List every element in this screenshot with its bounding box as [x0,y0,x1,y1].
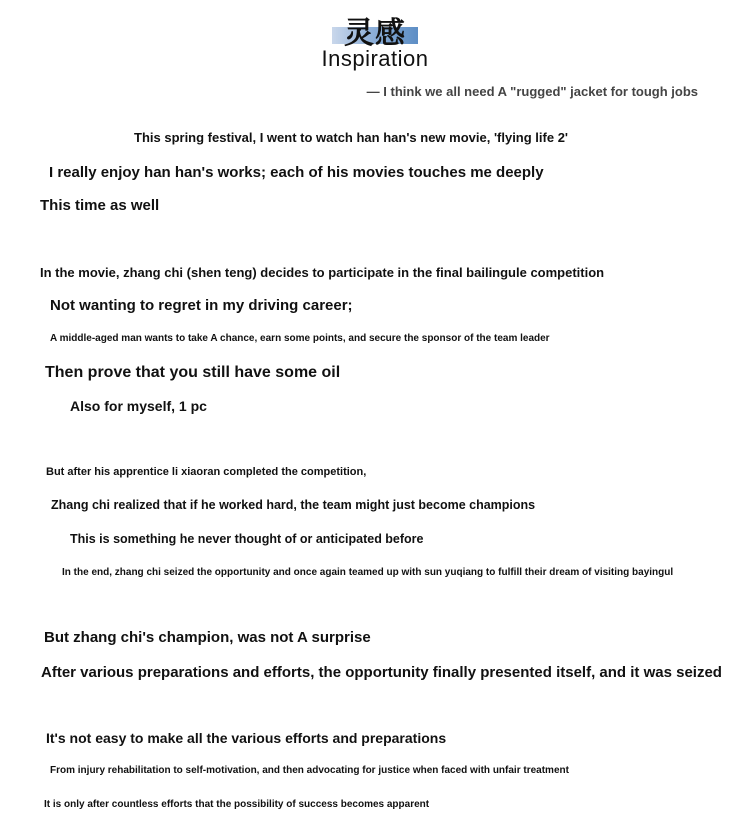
paragraph-line: In the movie, zhang chi (shen teng) decides to participate in the final bailingule competition [40,265,605,280]
title-english: Inspiration [321,46,429,71]
paragraph-line: From injury rehabilitation to self-motivation, and then advocating for justice when faced with unfair treatment [50,765,569,776]
paragraph-line: It is only after countless efforts that the possibility of success becomes apparent [44,799,430,810]
paragraph-line: Also for myself, 1 pc [70,398,207,414]
paragraph-line: A middle-aged man wants to take A chance, earn some points, and secure the sponsor of the team leader [50,333,550,344]
paragraph-line: I really enjoy han han's works; each of his movies touches me deeply [49,164,544,181]
paragraph-line: This is something he never thought of or anticipated before [70,532,424,546]
paragraph-line: But after his apprentice li xiaoran completed the competition, [46,466,367,478]
subtitle-quote: — I think we all need A "rugged" jacket for tough jobs [366,84,698,99]
paragraph-line: This spring festival, I went to watch han han's new movie, 'flying life 2' [134,130,569,145]
paragraph-line: In the end, zhang chi seized the opportunity and once again teamed up with sun yuqiang to fulfill their dream of visiting bayingul [62,567,674,578]
paragraph-line: After various preparations and efforts, the opportunity finally presented itself, and it was seized [41,664,722,681]
paragraph-line: But zhang chi's champion, was not A surprise [44,629,371,646]
paragraph-line: Then prove that you still have some oil [45,364,341,381]
paragraph-line: Zhang chi realized that if he worked hard, the team might just become champions [51,498,536,512]
paragraph-line: It's not easy to make all the various efforts and preparations [46,730,447,746]
title-chinese: 灵感 [344,16,406,51]
paragraph-line: Not wanting to regret in my driving career; [50,297,353,314]
paragraph-line: This time as well [40,197,160,214]
